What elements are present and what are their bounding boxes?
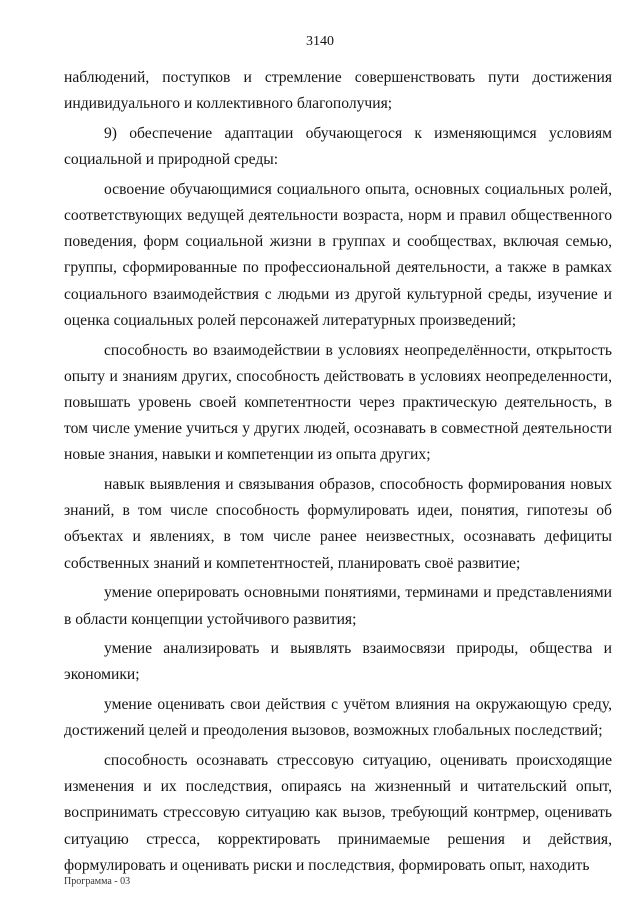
paragraph-nature-society: умение анализировать и выявлять взаимосвязи природы, общества и экономики;: [64, 640, 612, 684]
paragraph-continuation: наблюдений, поступков и стремление совершенствовать пути достижения индивидуального и коллективного благополучия;: [64, 69, 612, 113]
paragraph-social-experience: освоение обучающимися социального опыта, основных социальных ролей, соответствующих ведущей деятельности возраста, норм и правил общественного поведения, форм социальной жизни в группах и сообществах, включая семью, группы, сформированные по профессиональной деятельности, а также в рамках социального взаимодействия с людьми из другой культурной среды, изучение и оценка социальных ролей персонажей литературных произведений;: [64, 180, 612, 329]
page-number: 3140: [306, 34, 334, 49]
document-body: [64, 65, 612, 879]
paragraph-item-9: 9) обеспечение адаптации обучающегося к изменяющимся условиям социальной и природной среды:: [64, 124, 612, 169]
footer-label: Программа - 03: [64, 876, 131, 887]
paragraph-knowledge-formation: навык выявления и связывания образов, способность формирования новых знаний, в том числе способность формулировать идеи, понятия, гипотезы об объектах и явлениях, в том числе ранее неизвестных, осознавать дефициты собственных знаний и компетентностей, планировать своё развитие;: [64, 476, 612, 572]
paragraph-environment-impact: умение оценивать свои действия с учётом влияния на окружающую среду, достижений целей и преодоления вызовов, возможных глобальных последствий;: [64, 696, 612, 740]
paragraph-sustainable-development: умение оперировать основными понятиями, терминами и представлениями в области концепции устойчивого развития;: [64, 584, 612, 628]
paragraph-stress-situation: способность осознавать стрессовую ситуацию, оценивать происходящие изменения и их последствия, опираясь на жизненный и читательский опыт, воспринимать стрессовую ситуацию как вызов, требующий контрмер, оценивать ситуацию стресса, корректировать принимаемые решения и действия, формулировать и оценивать риски и последствия, формировать опыт, находить: [64, 752, 612, 874]
paragraph-uncertainty: способность во взаимодействии в условиях неопределённости, открытость опыту и знаниям других, способность действовать в условиях неопределенности, повышать уровень своей компетентности через практическую деятельность, в том числе умение учиться у других людей, осознавать в совместной деятельности новые знания, навыки и компетенции из опыта других;: [64, 341, 612, 464]
